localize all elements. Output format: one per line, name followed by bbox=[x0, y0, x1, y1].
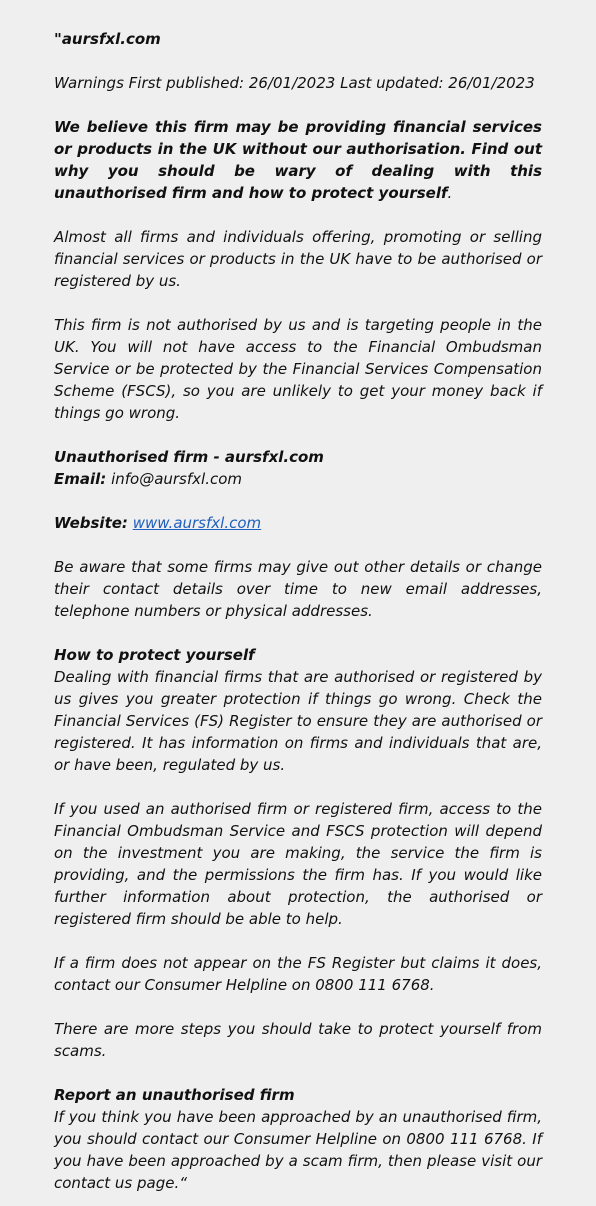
intro-warning-tail: . bbox=[447, 184, 453, 202]
firm-details bbox=[54, 446, 542, 490]
report-section bbox=[54, 1084, 542, 1194]
protect-paragraph-2: If you used an authorised firm or registered firm, access to the Financial Ombudsman Service and FSCS protection will depend on the investment you are making, the service the firm is providing, and the permissions the firm has. If you would like further information about protection, the authorised or registered firm should be able to help. bbox=[54, 800, 542, 928]
website-label: Website: bbox=[54, 514, 128, 532]
protect-paragraph-4: There are more steps you should take to protect yourself from scams. bbox=[54, 1020, 542, 1060]
publication-meta: Warnings First published: 26/01/2023 Last updated: 26/01/2023 bbox=[54, 74, 535, 92]
email-label: Email: bbox=[54, 470, 107, 488]
document-body bbox=[54, 28, 542, 1194]
document-title: "aursfxl.com bbox=[54, 30, 161, 48]
targeting-paragraph: This firm is not authorised by us and is targeting people in the UK. You will not have access to the Financial Ombudsman Service or be protected by the Financial Services Compensation Scheme (FSCS), so you are unlikely to get your money back if things go wrong. bbox=[54, 316, 542, 422]
protect-paragraph-3: If a firm does not appear on the FS Register but claims it does, contact our Consumer Helpline on 0800 111 6768. bbox=[54, 954, 542, 994]
firm-label: Unauthorised firm - aursfxl.com bbox=[54, 448, 324, 466]
protect-paragraph-1: Dealing with financial firms that are authorised or registered by us gives you greater protection if things go wrong. Check the Financial Services (FS) Register to ensure they are authorised or registered. It has information on firms and individuals that are, or have been, regulated by us. bbox=[54, 668, 542, 774]
intro-warning-bold: We believe this firm may be providing financial services or products in the UK without our authorisation. Find out why you should be wary of dealing with this unauthorised firm and how to protect yourself bbox=[54, 118, 542, 202]
protect-section bbox=[54, 644, 542, 776]
report-paragraph: If you think you have been approached by an unauthorised firm, you should contact our Consumer Helpline on 0800 111 6768. If you have been approached by a scam firm, then please visit our contact us page.“ bbox=[54, 1108, 542, 1192]
intro-warning bbox=[54, 116, 542, 204]
contact-change-paragraph: Be aware that some firms may give out other details or change their contact details over time to new email addresses, telephone numbers or physical addresses. bbox=[54, 558, 542, 620]
email-line bbox=[54, 468, 542, 490]
website-link[interactable]: www.aursfxl.com bbox=[132, 514, 262, 532]
protect-heading: How to protect yourself bbox=[54, 646, 255, 664]
report-heading: Report an unauthorised firm bbox=[54, 1086, 295, 1104]
website-line bbox=[54, 512, 542, 534]
email-value: info@aursfxl.com bbox=[111, 470, 243, 488]
authorisation-paragraph: Almost all firms and individuals offering, promoting or selling financial services or products in the UK have to be authorised or registered by us. bbox=[54, 228, 542, 290]
